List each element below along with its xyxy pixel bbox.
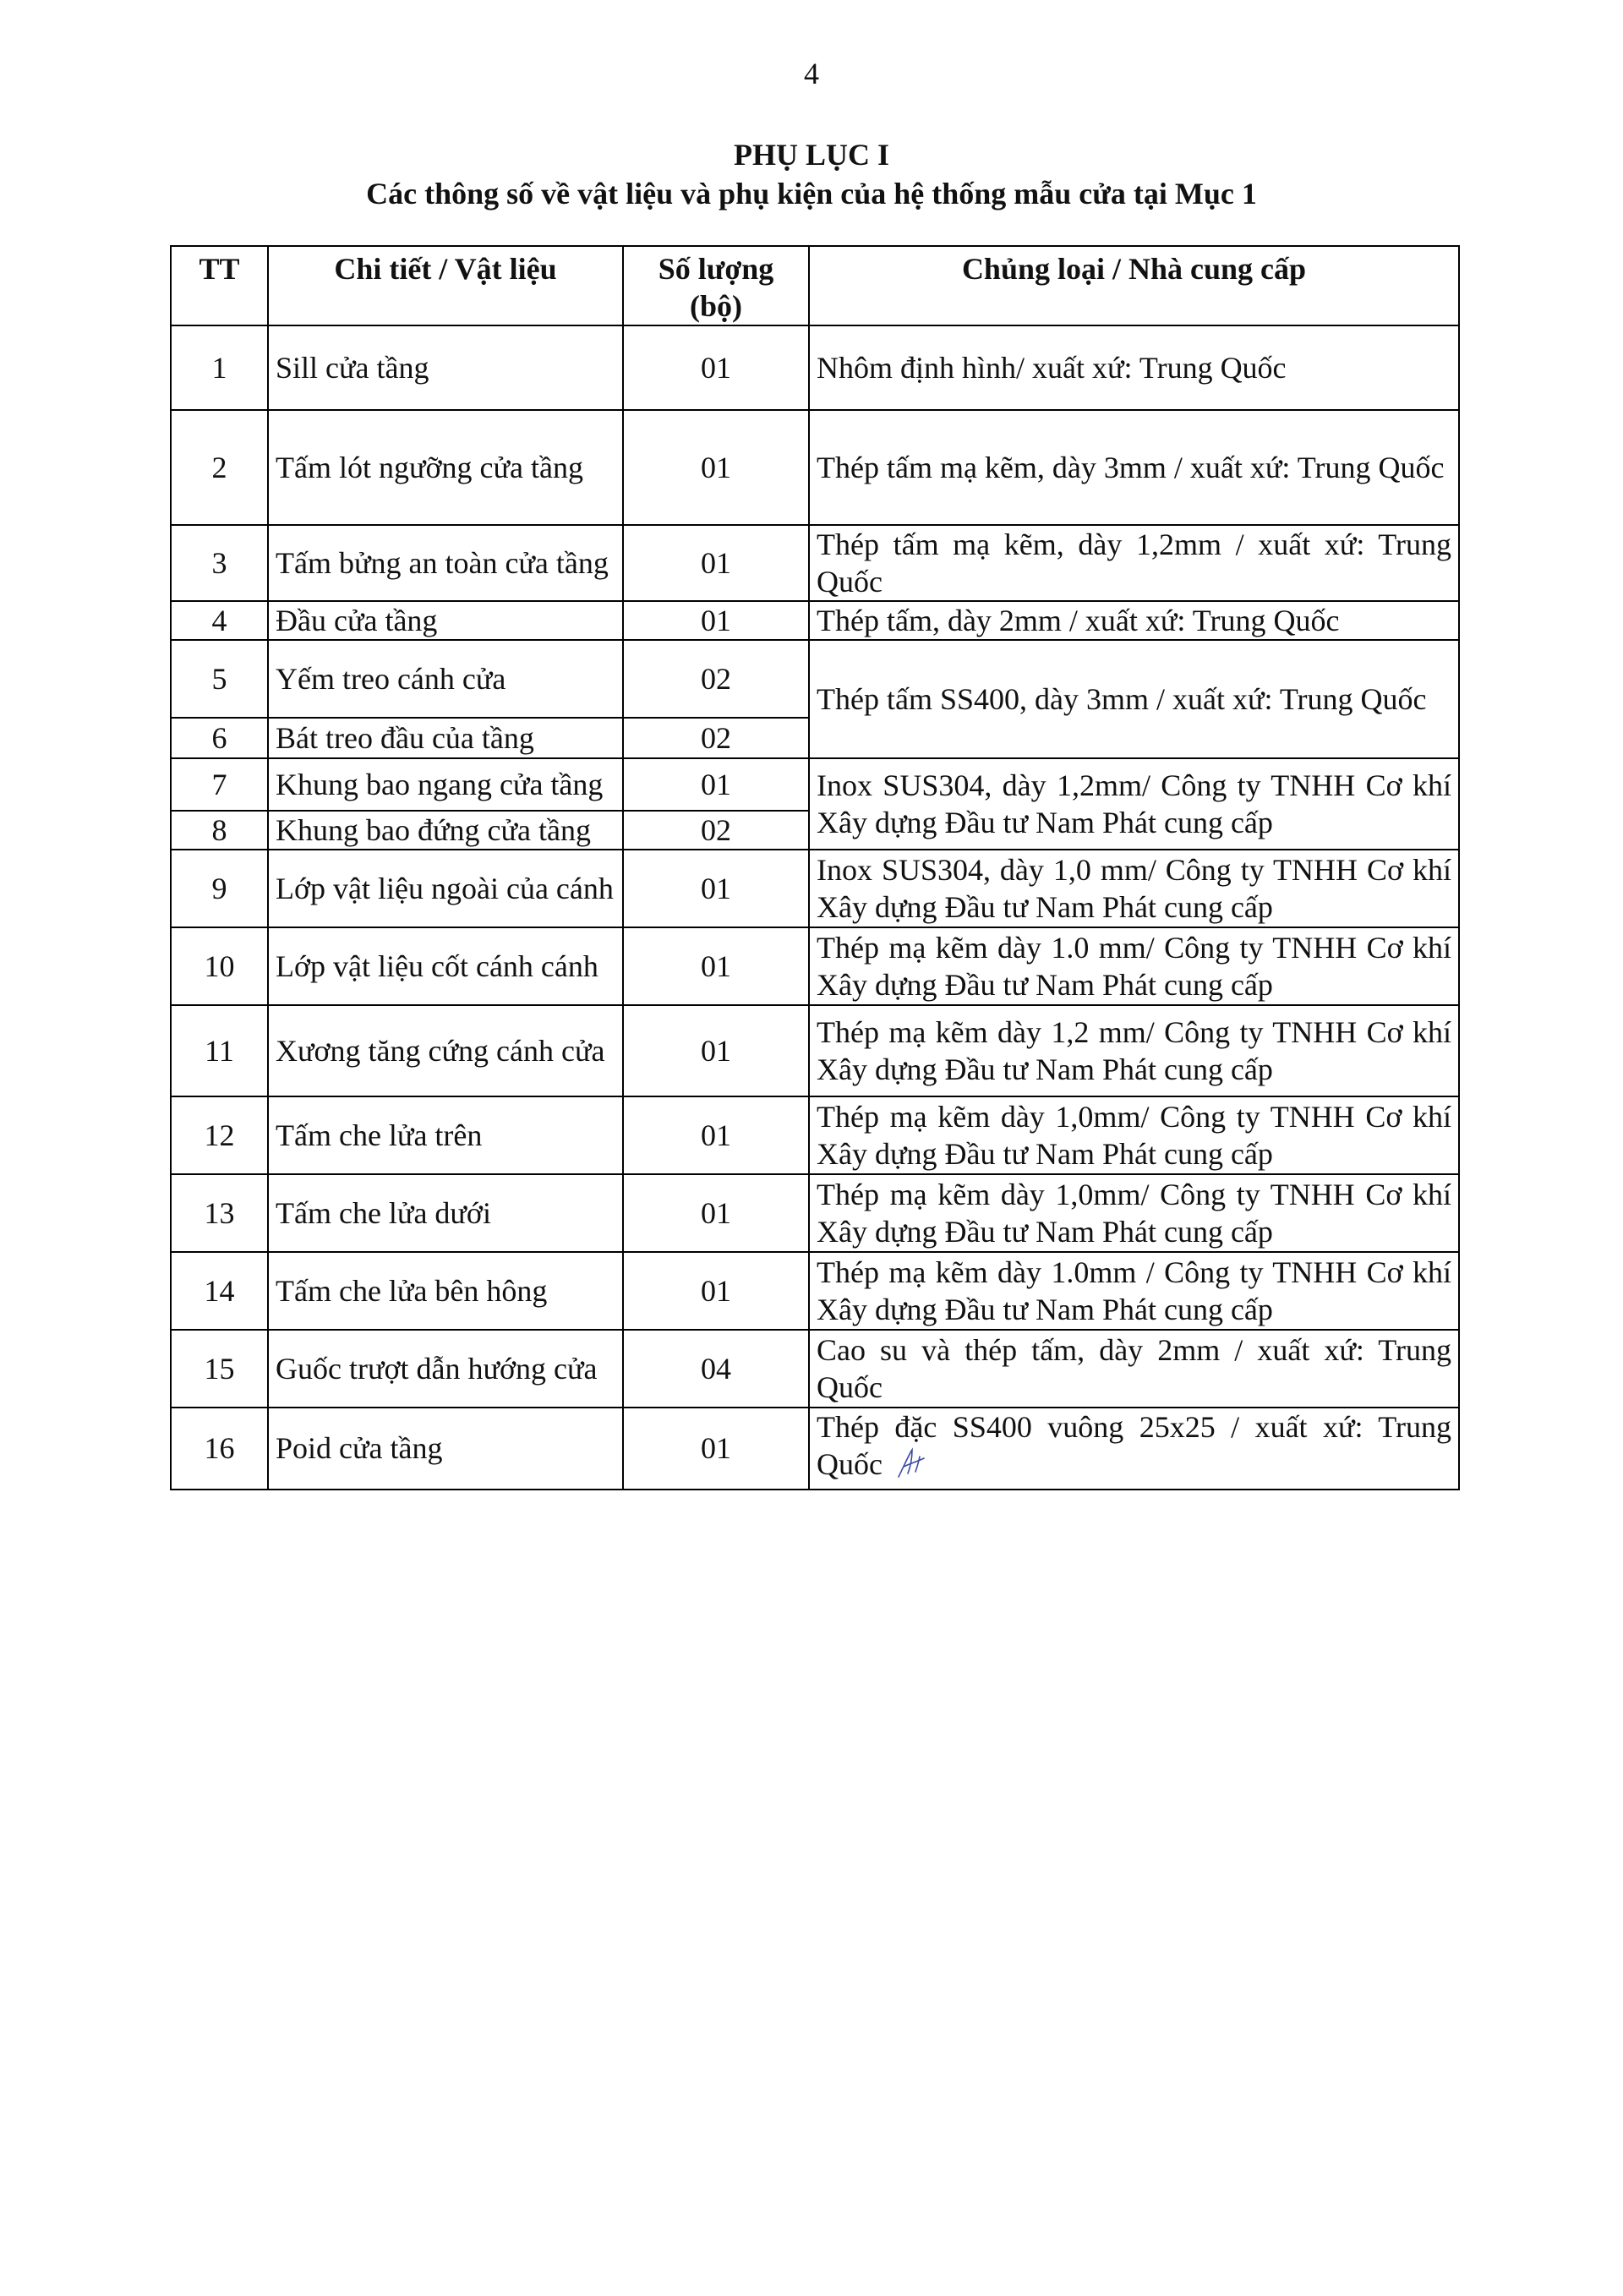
row-number: 7 (171, 758, 268, 811)
row-number: 8 (171, 811, 268, 850)
table-row (171, 525, 1459, 601)
row-detail: Poid cửa tầng (268, 1408, 623, 1490)
table-row (171, 1096, 1459, 1174)
row-supplier: Thép mạ kẽm dày 1,2 mm/ Công ty TNHH Cơ khí Xây dựng Đầu tư Nam Phát cung cấp (809, 1005, 1459, 1096)
table-row (171, 850, 1459, 927)
row-number: 1 (171, 325, 268, 410)
header-detail: Chi tiết / Vật liệu (268, 246, 623, 325)
header-supplier: Chủng loại / Nhà cung cấp (809, 246, 1459, 325)
row-quantity: 01 (623, 601, 809, 640)
table-row (171, 1005, 1459, 1096)
row-supplier: Nhôm định hình/ xuất xứ: Trung Quốc (809, 325, 1459, 410)
row-quantity: 01 (623, 1408, 809, 1490)
table-row (171, 410, 1459, 525)
row-quantity: 01 (623, 525, 809, 601)
header-tt: TT (171, 246, 268, 325)
row-detail: Tấm che lửa dưới (268, 1174, 623, 1252)
row-supplier-cell (809, 1408, 1459, 1490)
row-number: 16 (171, 1408, 268, 1490)
row-detail: Khung bao đứng cửa tầng (268, 811, 623, 850)
row-supplier: Inox SUS304, dày 1,2mm/ Công ty TNHH Cơ khí Xây dựng Đầu tư Nam Phát cung cấp (809, 758, 1459, 850)
page-number: 4 (804, 57, 819, 90)
row-detail: Lớp vật liệu cốt cánh cánh (268, 927, 623, 1005)
header-quantity: Số lượng (bộ) (623, 246, 809, 325)
row-number: 13 (171, 1174, 268, 1252)
row-quantity: 01 (623, 410, 809, 525)
row-quantity: 01 (623, 1252, 809, 1330)
row-quantity: 01 (623, 1174, 809, 1252)
row-quantity: 02 (623, 811, 809, 850)
row-detail: Khung bao ngang cửa tầng (268, 758, 623, 811)
row-detail: Đầu cửa tầng (268, 601, 623, 640)
table-row (171, 927, 1459, 1005)
row-quantity: 01 (623, 1005, 809, 1096)
row-quantity: 04 (623, 1330, 809, 1408)
row-detail: Tấm lót ngưỡng cửa tầng (268, 410, 623, 525)
row-number: 12 (171, 1096, 268, 1174)
row-supplier: Cao su và thép tấm, dày 2mm / xuất xứ: Trung Quốc (809, 1330, 1459, 1408)
row-supplier: Thép đặc SS400 vuông 25x25 / xuất xứ: Trung Quốc (817, 1410, 1451, 1481)
materials-table (170, 245, 1460, 1490)
row-number: 3 (171, 525, 268, 601)
table-row (171, 1408, 1459, 1490)
row-number: 10 (171, 927, 268, 1005)
row-supplier: Thép mạ kẽm dày 1,0mm/ Công ty TNHH Cơ khí Xây dựng Đầu tư Nam Phát cung cấp (809, 1096, 1459, 1174)
row-number: 15 (171, 1330, 268, 1408)
appendix-title: PHỤ LỤC I (733, 138, 889, 172)
row-quantity: 01 (623, 927, 809, 1005)
initials-signature-icon (893, 1446, 927, 1489)
table-row (171, 758, 1459, 811)
row-supplier: Thép tấm mạ kẽm, dày 3mm / xuất xứ: Trung Quốc (809, 410, 1459, 525)
row-detail: Xương tăng cứng cánh cửa (268, 1005, 623, 1096)
row-supplier: Thép mạ kẽm dày 1,0mm/ Công ty TNHH Cơ khí Xây dựng Đầu tư Nam Phát cung cấp (809, 1174, 1459, 1252)
row-detail: Tấm che lửa bên hông (268, 1252, 623, 1330)
appendix-heading (0, 135, 1623, 213)
row-supplier: Thép mạ kẽm dày 1.0mm / Công ty TNHH Cơ khí Xây dựng Đầu tư Nam Phát cung cấp (809, 1252, 1459, 1330)
row-quantity: 01 (623, 1096, 809, 1174)
row-quantity: 02 (623, 718, 809, 758)
row-quantity: 01 (623, 758, 809, 811)
table-row (171, 1330, 1459, 1408)
row-number: 11 (171, 1005, 268, 1096)
row-detail: Tấm bửng an toàn cửa tầng (268, 525, 623, 601)
row-supplier: Inox SUS304, dày 1,0 mm/ Công ty TNHH Cơ khí Xây dựng Đầu tư Nam Phát cung cấp (809, 850, 1459, 927)
table-row (171, 1174, 1459, 1252)
table-header-row (171, 246, 1459, 325)
row-supplier: Thép tấm SS400, dày 3mm / xuất xứ: Trung Quốc (809, 640, 1459, 758)
row-quantity: 01 (623, 850, 809, 927)
table-row (171, 640, 1459, 718)
row-detail: Sill cửa tầng (268, 325, 623, 410)
row-supplier: Thép tấm, dày 2mm / xuất xứ: Trung Quốc (809, 601, 1459, 640)
row-number: 14 (171, 1252, 268, 1330)
row-detail: Yếm treo cánh cửa (268, 640, 623, 718)
row-quantity: 01 (623, 325, 809, 410)
table-row (171, 325, 1459, 410)
row-detail: Lớp vật liệu ngoài của cánh (268, 850, 623, 927)
row-detail: Bát treo đầu của tầng (268, 718, 623, 758)
row-number: 6 (171, 718, 268, 758)
table-row (171, 1252, 1459, 1330)
row-number: 5 (171, 640, 268, 718)
row-number: 4 (171, 601, 268, 640)
row-number: 9 (171, 850, 268, 927)
table-row (171, 601, 1459, 640)
row-supplier: Thép tấm mạ kẽm, dày 1,2mm / xuất xứ: Trung Quốc (809, 525, 1459, 601)
row-quantity: 02 (623, 640, 809, 718)
row-number: 2 (171, 410, 268, 525)
row-detail: Guốc trượt dẫn hướng cửa (268, 1330, 623, 1408)
appendix-subtitle: Các thông số về vật liệu và phụ kiện của hệ thống mẫu cửa tại Mục 1 (366, 177, 1257, 210)
row-detail: Tấm che lửa trên (268, 1096, 623, 1174)
row-supplier: Thép mạ kẽm dày 1.0 mm/ Công ty TNHH Cơ khí Xây dựng Đầu tư Nam Phát cung cấp (809, 927, 1459, 1005)
